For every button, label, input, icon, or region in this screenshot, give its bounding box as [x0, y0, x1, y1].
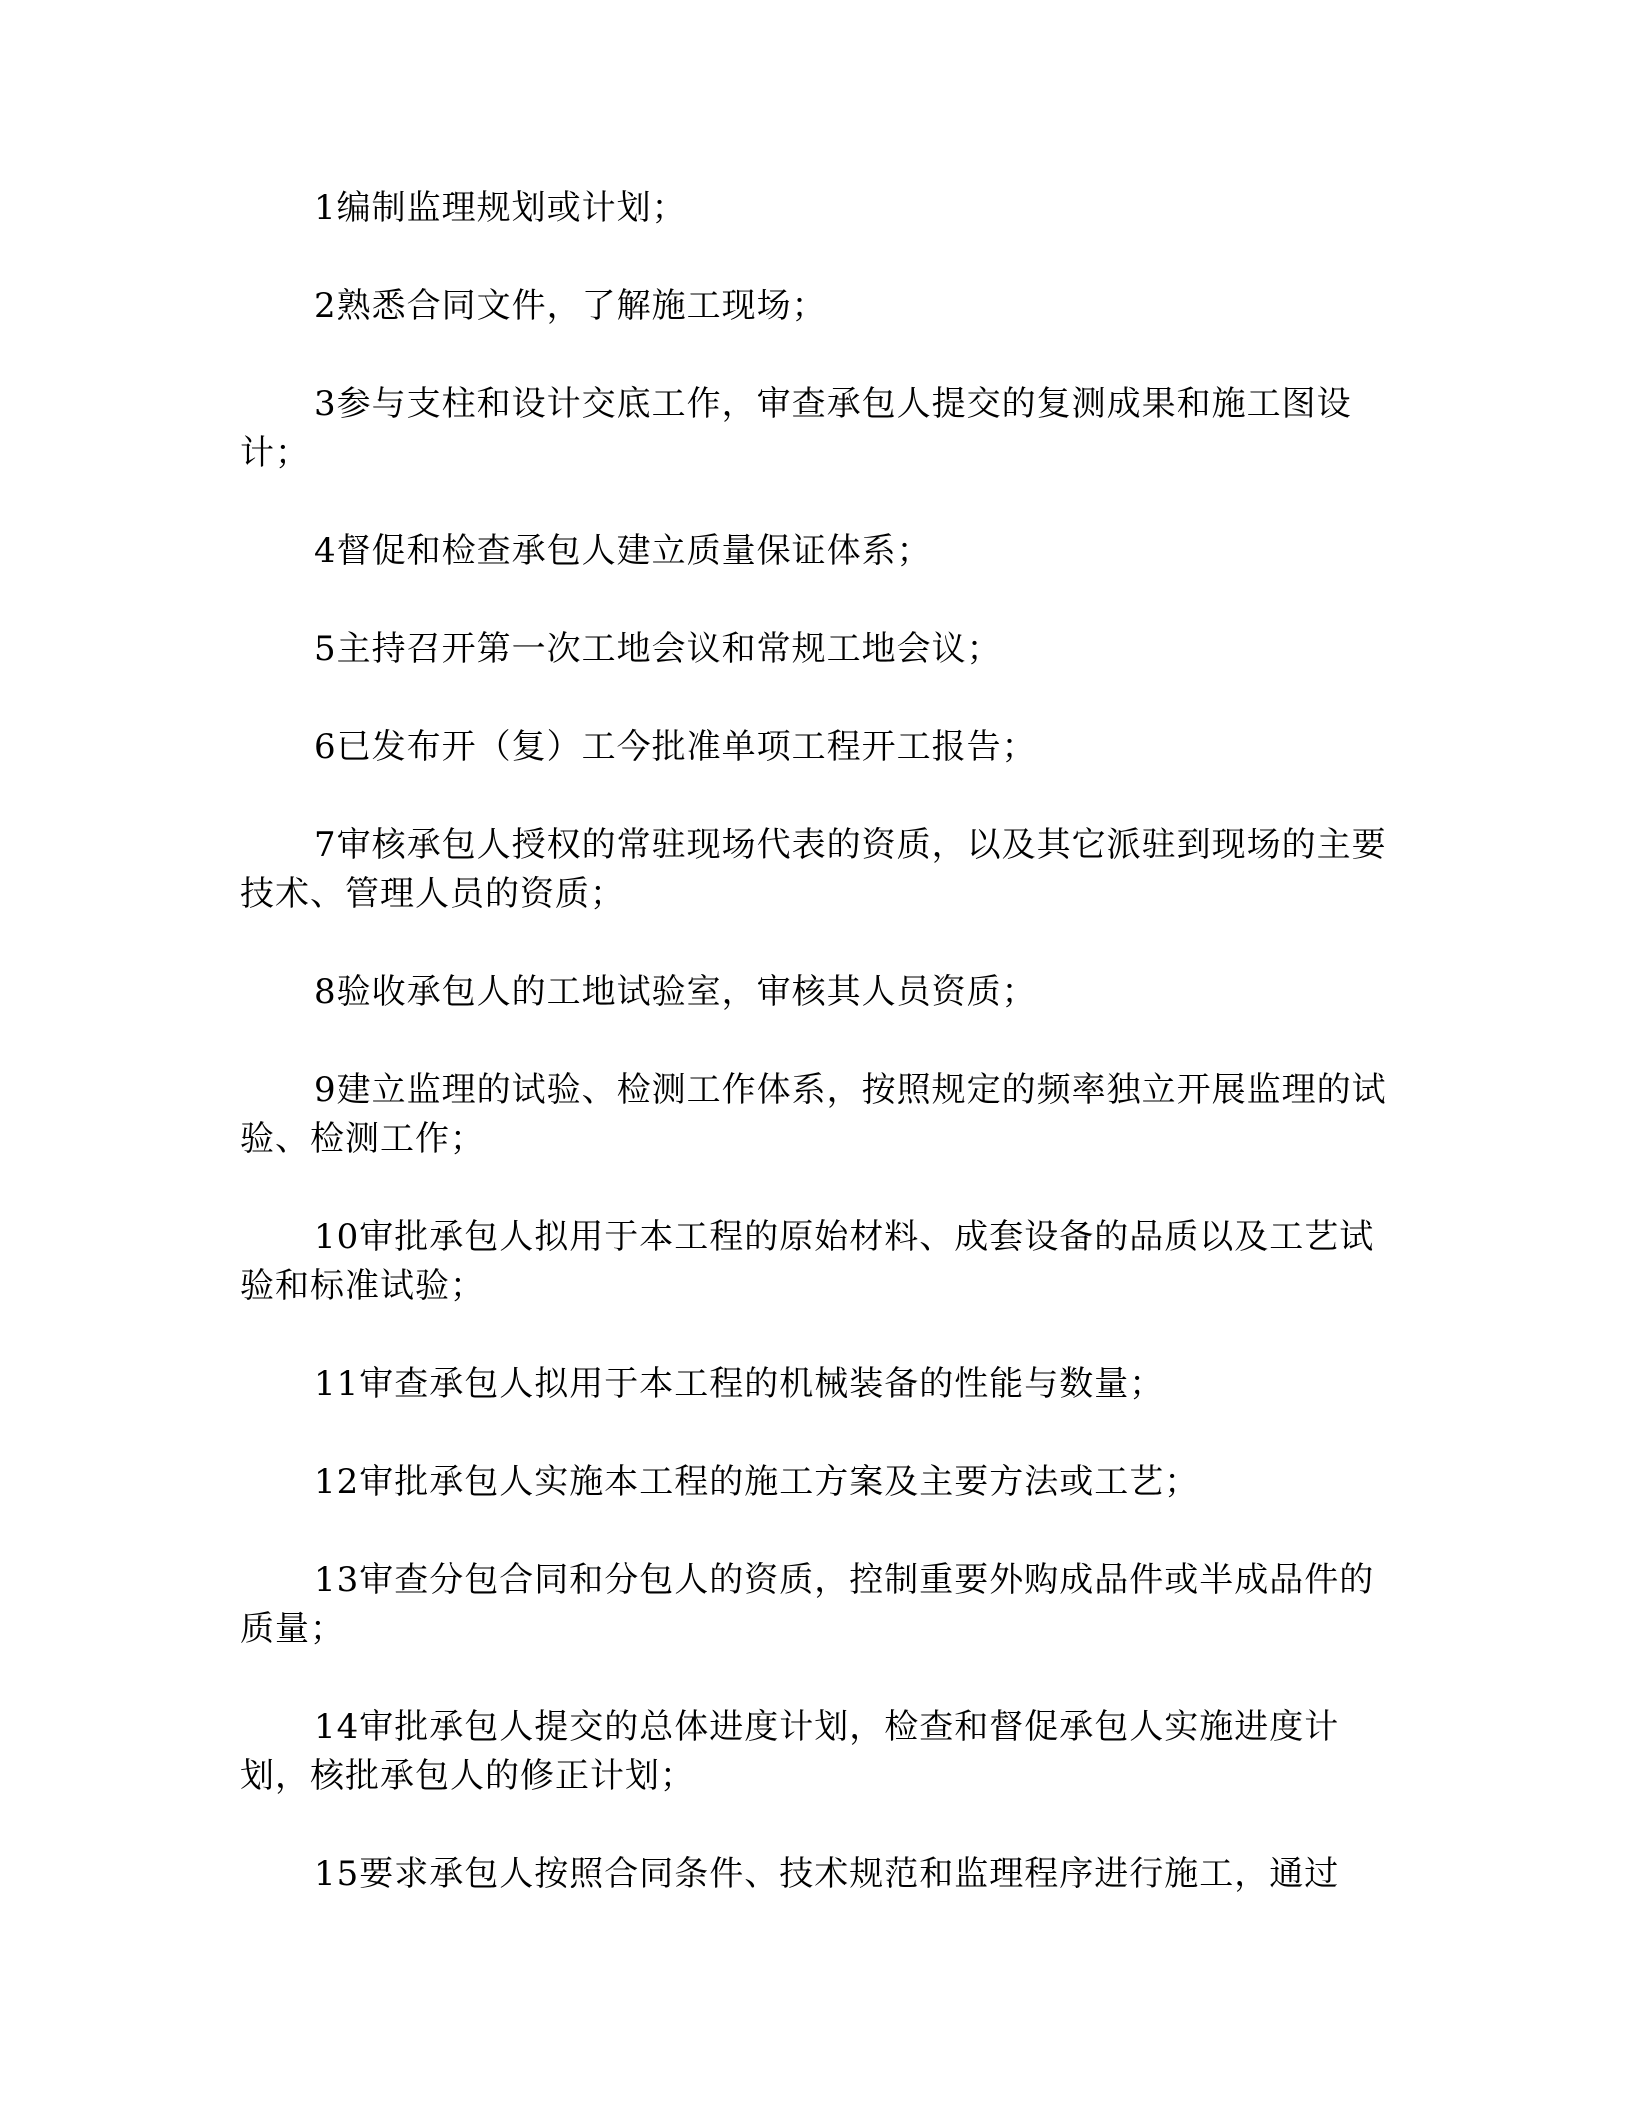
list-item: 13审查分包合同和分包人的资质，控制重要外购成品件或半成品件的质量；	[240, 1560, 1375, 1649]
list-item: 11审查承包人拟用于本工程的机械装备的性能与数量；	[314, 1364, 1165, 1404]
list-item: 3参与支柱和设计交底工作，审查承包人提交的复测成果和施工图设计；	[240, 384, 1352, 473]
list-item: 12审批承包人实施本工程的施工方案及主要方法或工艺；	[314, 1462, 1200, 1502]
list-item: 10审批承包人拟用于本工程的原始材料、成套设备的品质以及工艺试验和标准试验；	[240, 1217, 1375, 1306]
list-item: 2熟悉合同文件，了解施工现场；	[314, 286, 827, 326]
list-item: 4督促和检查承包人建立质量保证体系；	[314, 531, 932, 571]
list-item: 15要求承包人按照合同条件、技术规范和监理程序进行施工，通过	[314, 1854, 1340, 1894]
list-item: 5主持召开第一次工地会议和常规工地会议；	[314, 629, 1002, 669]
list-item: 8验收承包人的工地试验室，审核其人员资质；	[314, 972, 1037, 1012]
list-item: 9建立监理的试验、检测工作体系，按照规定的频率独立开展监理的试验、检测工作；	[240, 1070, 1387, 1159]
list-item: 14审批承包人提交的总体进度计划，检查和督促承包人实施进度计划，核批承包人的修正计划；	[240, 1707, 1340, 1796]
document-body	[240, 184, 1390, 1948]
list-item: 1编制监理规划或计划；	[314, 188, 687, 228]
list-item: 7审核承包人授权的常驻现场代表的资质，以及其它派驻到现场的主要技术、管理人员的资质；	[240, 825, 1387, 914]
list-item: 6已发布开（复）工今批准单项工程开工报告；	[314, 727, 1037, 767]
